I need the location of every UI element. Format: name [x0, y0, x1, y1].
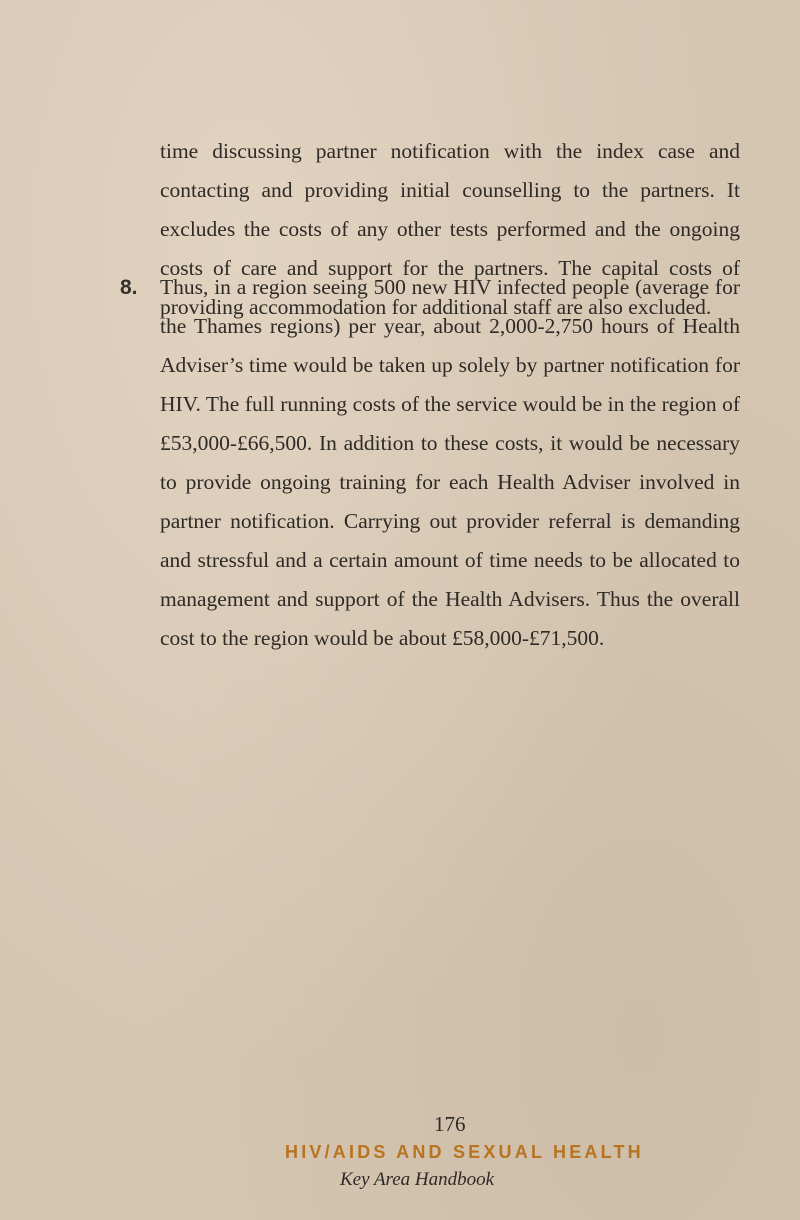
running-title: HIV/AIDS AND SEXUAL HEALTH — [285, 1142, 644, 1162]
paragraph-number: 8. — [120, 276, 138, 299]
paragraph-8-text: Thus, in a region seeing 500 new HIV infected people (average for the Thames regions) per year, about 2,000-2,750 hours of Health Adviser’s time would be taken up solely by partner notification for HIV. The full running costs of the service would be in the region of £53,000-£66,500. In addition to these costs, it would be necessary to provide ongoing training for each Health Adviser involved in partner notification. Carrying out provider referral is demanding and stressful and a certain amount of time needs to be allocated to management and support of the Health Advisers. Thus the overall cost to the region would be about £58,000-£71,500. — [160, 275, 740, 650]
continued-paragraph: time discussing partner notification with the index case and contacting and providing initial counselling to the partners. It excludes the costs of any other tests performed and the ongoing costs of care and support for the partners. The capital costs of providing accommodation for additional staff are also excluded. — [160, 139, 740, 319]
page-number: 176 — [434, 1112, 466, 1136]
handbook-subtitle: Key Area Handbook — [340, 1169, 495, 1190]
